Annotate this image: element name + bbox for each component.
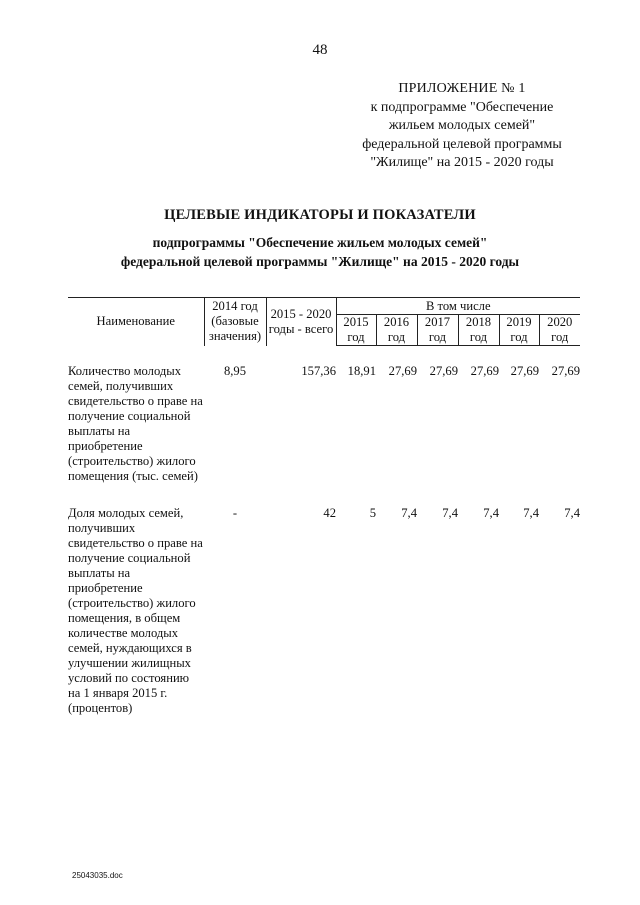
year-value: 7,4 (442, 506, 458, 520)
document-subtitle (0, 233, 640, 271)
indicator-name: Доля молодых семей, получивших свидетельство о праве на получение социальной выплаты на приобретение (строительство) жилого помещения, в общем количестве молодых семей, нуждающихся в улучшении жилищных условий по состоянию на 1 января 2015 г. (процентов) (68, 506, 203, 715)
year-value: 7,4 (523, 506, 539, 520)
indicators-table (68, 297, 580, 716)
page-number: 48 (312, 42, 328, 58)
appendix-line: к подпрограмме "Обеспечение (370, 99, 554, 115)
appendix-line: "Жилище" на 2015 - 2020 годы (370, 155, 554, 170)
indicator-name: Количество молодых семей, получивших свидетельство о праве на получение социальной выплаты на приобретение (строительство) жилого помещения (тыс. семей) (68, 364, 203, 483)
year-value: 27,69 (388, 364, 417, 378)
year-value: 5 (369, 506, 376, 520)
column-header-year: 2018 год (458, 315, 499, 346)
column-header-name: Наименование (68, 298, 204, 346)
total-value: 157,36 (301, 364, 336, 378)
column-header-base-year: 2014 год (базовые значения) (204, 298, 266, 346)
year-value: 7,4 (483, 506, 499, 520)
year-value: 7,4 (564, 506, 580, 520)
column-header-year: 2015 год (336, 315, 376, 346)
year-value: 27,69 (429, 364, 458, 378)
appendix-line: жильем молодых семей" (388, 118, 536, 133)
file-name-footer: 25043035.doc (72, 871, 123, 880)
year-value: 27,69 (510, 364, 539, 378)
base-value: 8,95 (223, 364, 247, 378)
document-title: ЦЕЛЕВЫЕ ИНДИКАТОРЫ И ПОКАЗАТЕЛИ (164, 207, 476, 223)
year-value: 27,69 (470, 364, 499, 378)
year-value: 27,69 (551, 364, 580, 378)
column-header-year: 2019 год (499, 315, 539, 346)
appendix-header (332, 80, 592, 173)
column-header-year: 2017 год (417, 315, 458, 346)
subtitle-line: подпрограммы "Обеспечение жильем молодых семей" (152, 235, 488, 250)
year-value: 7,4 (401, 506, 417, 520)
appendix-title: ПРИЛОЖЕНИЕ № 1 (398, 81, 526, 96)
subtitle-line: федеральной целевой программы "Жилище" на 2015 - 2020 годы (120, 254, 520, 269)
base-value: - (232, 506, 238, 520)
appendix-line: федеральной целевой программы (362, 136, 562, 152)
column-header-total: 2015 - 2020 годы - всего (266, 298, 336, 346)
column-header-including: В том числе (336, 298, 580, 315)
column-header-year: 2020 год (539, 315, 580, 346)
total-value: 42 (323, 506, 336, 520)
table-row (68, 364, 580, 484)
year-value: 18,91 (347, 364, 376, 378)
column-header-year: 2016 год (376, 315, 417, 346)
table-row (68, 506, 580, 716)
